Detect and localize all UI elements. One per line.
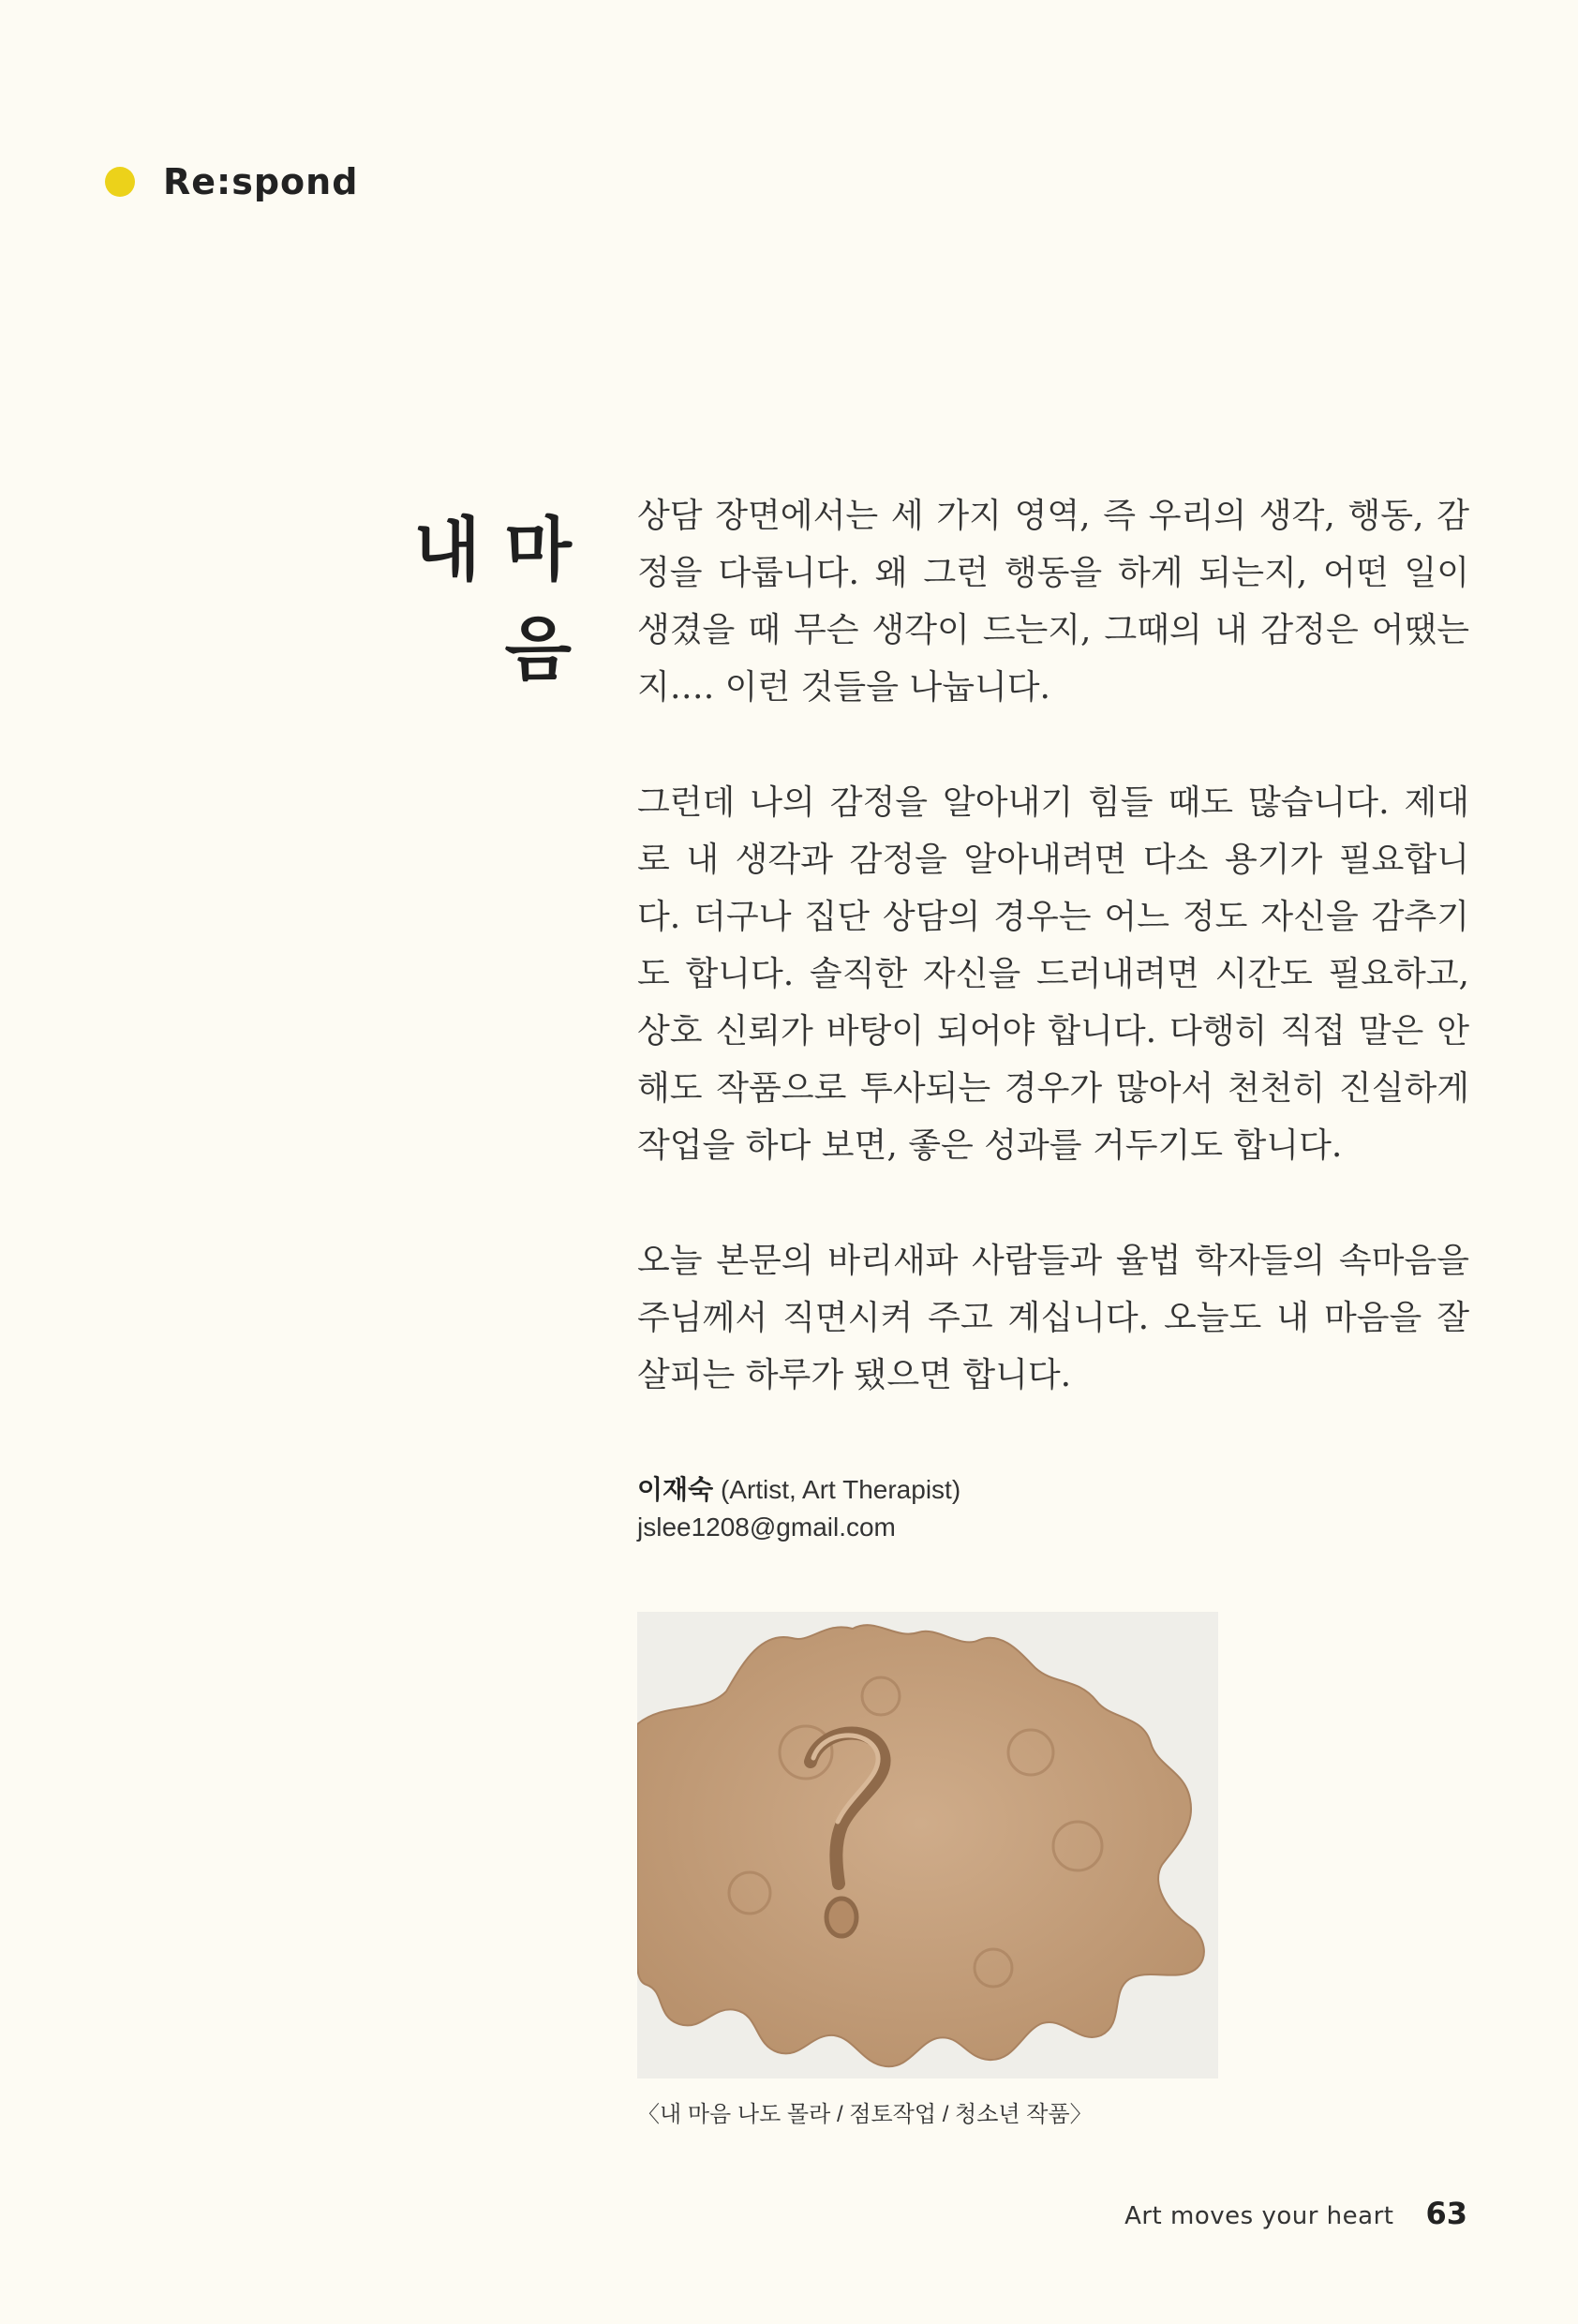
article-title: 내 마음 [413, 510, 572, 690]
article-paragraph: 상담 장면에서는 세 가지 영역, 즉 우리의 생각, 행동, 감정을 다룹니다. 왜 그런 행동을 하게 되는지, 어떤 일이 생겼을 때 무슨 생각이 드는지, 그때의 내 감정은 어땠는지…. 이런 것들을 나눕니다. [637, 497, 1469, 707]
artwork-photo [637, 1612, 1218, 2078]
section-tag [105, 161, 358, 202]
article-paragraph: 그런데 나의 감정을 알아내기 힘들 때도 많습니다. 제대로 내 생각과 감정을 알아내려면 다소 용기가 필요합니다. 더구나 집단 상담의 경우는 어느 정도 자신을 감추기도 합니다. 솔직한 자신을 드러내려면 시간도 필요하고, 상호 신뢰가 바탕이 되어야 합니다. 다행히 직접 말은 안 해도 작품으로 투사되는 경우가 많아서 천천히 진실하게 작업을 하다 보면, 좋은 성과를 거두기도 합니다. [637, 783, 1469, 1165]
footer-tagline: Art moves your heart [1124, 2202, 1394, 2230]
author-email: jslee1208@gmail.com [637, 1512, 896, 1542]
author-line [637, 1471, 960, 1509]
author-name: 이재숙 [637, 1475, 714, 1504]
page-number: 63 [1425, 2196, 1467, 2231]
author-block [637, 1471, 960, 1546]
section-dot-icon [105, 167, 135, 197]
article-paragraph: 오늘 본문의 바리새파 사람들과 율법 학자들의 속마음을 주님께서 직면시켜 주고 계십니다. 오늘도 내 마음을 잘 살피는 하루가 됐으면 합니다. [637, 1242, 1469, 1394]
section-label: Re:spond [163, 161, 359, 202]
artwork-caption: 〈내 마음 나도 몰라 / 점토작업 / 청소년 작품〉 [637, 2102, 1093, 2127]
page-footer [1124, 2196, 1467, 2231]
author-role: (Artist, Art Therapist) [720, 1475, 961, 1504]
clay-artwork-image [637, 1612, 1218, 2078]
article-body [637, 487, 1469, 1462]
